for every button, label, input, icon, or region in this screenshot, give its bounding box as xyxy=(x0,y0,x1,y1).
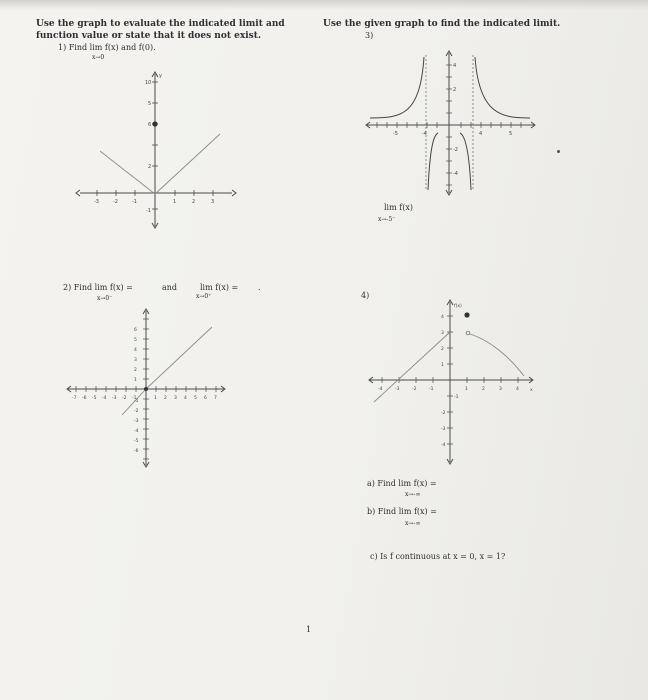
stray-dot xyxy=(557,150,560,153)
p2-ytick-neg5: -5 xyxy=(134,439,139,444)
p4-xtick-neg2: -2 xyxy=(412,387,417,392)
problem1-prompt: 1) Find lim f(x) and f(0). xyxy=(58,43,156,52)
p4-ytick-3: 3 xyxy=(441,331,444,336)
p2-ytick-neg2: -2 xyxy=(134,409,139,414)
p3-ytick-2: 2 xyxy=(453,87,457,93)
p1-ytick-6: 6 xyxy=(148,122,152,128)
problem3-graph xyxy=(362,45,542,195)
p2-xtick-neg6: -6 xyxy=(82,396,87,401)
p4-filled-point xyxy=(464,312,469,317)
problem2-and: and xyxy=(162,283,178,292)
p1-filled-point xyxy=(152,121,157,126)
p2-ytick-6: 6 xyxy=(134,328,137,333)
p3-curve-middle-right xyxy=(460,133,471,190)
left-header-line1: Use the graph to evaluate the indicated limit and xyxy=(36,19,285,29)
p1-xtick-neg1: -1 xyxy=(132,199,137,205)
p2-xtick-7: 7 xyxy=(214,396,217,401)
p2-ytick-2: 2 xyxy=(134,368,137,373)
right-header-line1: Use the given graph to find the indicated limit. xyxy=(323,19,561,29)
p4-y-label: f(x) xyxy=(454,304,462,309)
p3-curve-middle-left xyxy=(428,133,438,190)
p3-xtick-5: 5 xyxy=(509,131,513,137)
p1-x-arrow-left xyxy=(76,190,80,196)
p4-ytick-2: 2 xyxy=(441,347,444,352)
problem3-limit-subscript: x→-5⁻ xyxy=(378,216,396,223)
p2-xtick-neg1: -1 xyxy=(132,396,137,401)
p3-ytick-neg4: -4 xyxy=(453,171,458,177)
problem1-graph xyxy=(70,66,245,231)
p2-xtick-neg2: -2 xyxy=(122,396,127,401)
p4-xtick-3: 3 xyxy=(499,387,502,392)
p3-curve-left-upper xyxy=(370,57,424,118)
p1-y-label: y xyxy=(159,73,162,79)
p2-origin-point xyxy=(144,387,148,391)
problem2-prompt-left: 2) Find lim f(x) = xyxy=(63,283,133,292)
p2-xtick-neg5: -5 xyxy=(92,396,97,401)
p4-ytick-4: 4 xyxy=(441,315,444,320)
p2-xtick-neg3: -3 xyxy=(112,396,117,401)
p4-xtick-neg4: -4 xyxy=(378,387,383,392)
p2-xtick-2: 2 xyxy=(164,396,167,401)
problem1-limit-subscript: x→0 xyxy=(92,54,105,61)
p1-ytick-2: 2 xyxy=(148,164,152,170)
p2-ytick-neg1: -1 xyxy=(134,399,139,404)
problem2-sub-left: x→0⁻ xyxy=(97,295,113,302)
page-number: 1 xyxy=(306,625,312,634)
p4-ytick-1: 1 xyxy=(441,363,444,368)
p2-ytick-5: 5 xyxy=(134,338,137,343)
p2-xtick-1: 1 xyxy=(154,396,157,401)
problem4-part-a: a) Find lim f(x) = xyxy=(367,479,437,488)
p1-x-arrow-right xyxy=(232,190,236,196)
problem4-part-b-subscript: x→-∞ xyxy=(405,520,421,527)
p2-ytick-neg4: -4 xyxy=(134,429,139,434)
p3-curve-right-upper xyxy=(475,57,530,118)
p4-ytick-neg3: -3 xyxy=(441,427,446,432)
p2-ytick-3: 3 xyxy=(134,358,137,363)
p1-xtick-3: 3 xyxy=(211,199,215,205)
left-header-line2: function value or state that it does not exist. xyxy=(36,31,261,41)
p4-x-label: x xyxy=(530,388,533,393)
p1-xtick-1: 1 xyxy=(173,199,177,205)
p2-xtick-4: 4 xyxy=(184,396,187,401)
p1-right-line xyxy=(155,134,220,194)
p4-right-curve xyxy=(470,334,524,376)
problem2-graph xyxy=(62,305,232,470)
problem4-graph xyxy=(364,296,540,466)
p2-ytick-1: 1 xyxy=(134,378,137,383)
problem4-number: 4) xyxy=(361,291,370,300)
p4-xtick-2: 2 xyxy=(482,387,485,392)
p3-xtick-neg5: -5 xyxy=(393,131,398,137)
p1-xtick-2: 2 xyxy=(192,199,196,205)
p4-ytick-neg2: -2 xyxy=(441,411,446,416)
p3-ytick-4: 4 xyxy=(453,63,457,69)
p2-ytick-4: 4 xyxy=(134,348,137,353)
p1-ytick-5: 5 xyxy=(148,101,152,107)
p2-xtick-5: 5 xyxy=(194,396,197,401)
p1-xtick-neg3: -3 xyxy=(94,199,99,205)
p1-ytick-neg1: -1 xyxy=(146,208,151,214)
p4-xtick-neg1: -1 xyxy=(429,387,434,392)
page-edge-shadow xyxy=(0,0,648,10)
p2-xtick-neg7: -7 xyxy=(72,396,77,401)
p2-xtick-6: 6 xyxy=(204,396,207,401)
p2-ytick-neg6: -6 xyxy=(134,449,139,454)
p2-xtick-neg4: -4 xyxy=(102,396,107,401)
p4-xtick-4: 4 xyxy=(516,387,519,392)
problem3-limit-text: lim f(x) xyxy=(384,203,413,212)
p4-xtick-1: 1 xyxy=(465,387,468,392)
problem3-number: 3) xyxy=(365,31,374,40)
p2-right-line xyxy=(146,327,212,389)
p1-xtick-neg2: -2 xyxy=(113,199,118,205)
p4-ytick-neg1: -1 xyxy=(454,395,459,400)
p4-open-point xyxy=(466,331,470,335)
problem4-part-a-subscript: x→-∞ xyxy=(405,491,421,498)
p3-xtick-4: 4 xyxy=(479,131,483,137)
p1-left-line xyxy=(100,151,155,194)
p3-ytick-neg2: -2 xyxy=(453,147,458,153)
p2-ytick-neg3: -3 xyxy=(134,419,139,424)
problem4-part-c: c) Is f continuous at x = 0, x = 1? xyxy=(370,552,506,561)
p1-ytick-10: 10 xyxy=(145,80,152,86)
problem2-sub-right: x→0⁺ xyxy=(196,293,212,300)
problem2-prompt-right: lim f(x) = xyxy=(200,283,239,292)
p2-xtick-3: 3 xyxy=(174,396,177,401)
p3-xtick-neg4: -4 xyxy=(422,131,427,137)
p4-ytick-neg4: -4 xyxy=(441,443,446,448)
problem4-part-b: b) Find lim f(x) = xyxy=(367,507,437,516)
p4-xtick-neg3: -3 xyxy=(395,387,400,392)
problem2-period: . xyxy=(258,283,261,292)
